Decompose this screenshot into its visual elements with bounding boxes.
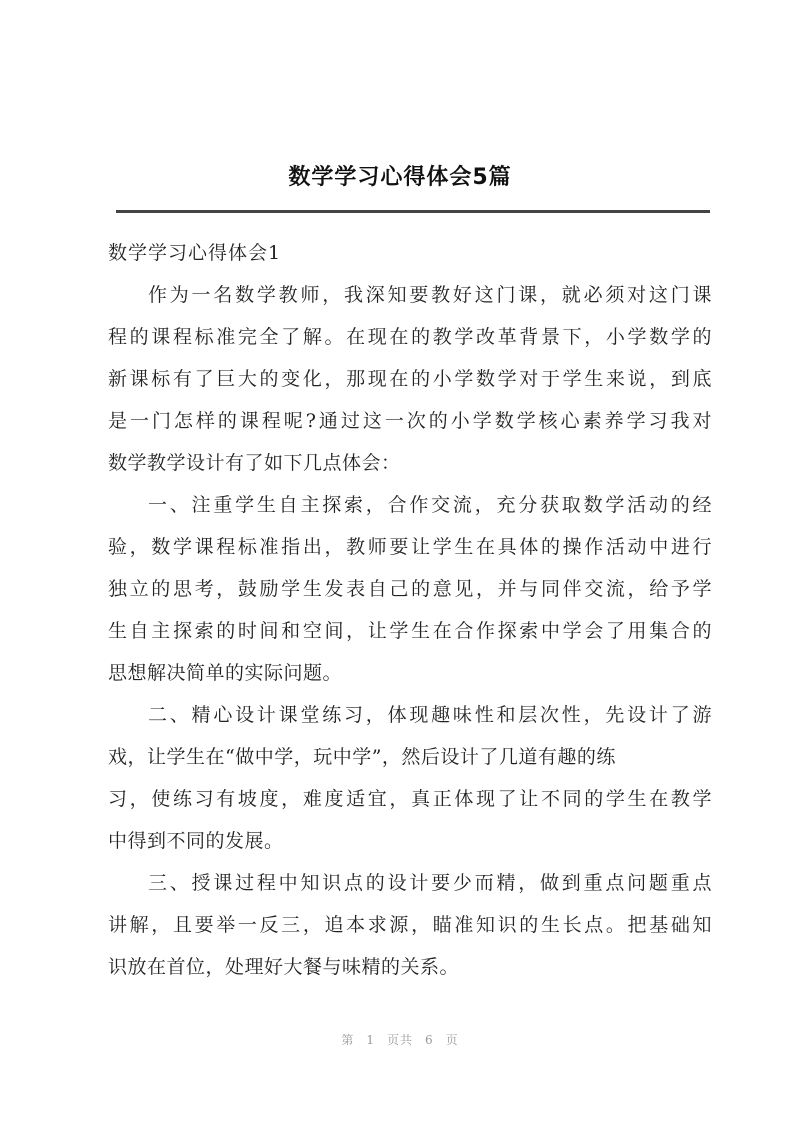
document-body — [108, 232, 712, 988]
paragraph — [108, 274, 712, 484]
title-divider — [116, 210, 710, 213]
paragraph-line: 中得到不同的发展。 — [108, 830, 284, 852]
paragraph — [108, 862, 712, 988]
page-title: 数学学习心得体会5篇 — [288, 165, 512, 190]
total-pages-number: 6 — [425, 1033, 434, 1047]
paragraph-line: 三、授课过程中知识点的设计要少而精，做到重点问题重点 — [148, 872, 712, 894]
page-label-prefix: 第 — [341, 1033, 355, 1047]
page-label-mid: 页共 — [386, 1033, 413, 1047]
paragraph-line: 作为一名数学教师，我深知要教好这门课，就必须对这门课 — [148, 284, 712, 306]
page-footer — [0, 1031, 800, 1048]
paragraph-line: 习，使练习有坡度，难度适宜，真正体现了让不同的学生在教学 — [108, 788, 712, 810]
current-page-number: 1 — [366, 1033, 375, 1047]
paragraph-line: 一、注重学生自主探索，合作交流，充分获取数学活动的经 — [148, 494, 712, 516]
paragraph-line: 识放在首位，处理好大餐与味精的关系。 — [108, 956, 460, 978]
paragraph — [108, 484, 712, 694]
paragraph-line: 验，数学课程标准指出，教师要让学生在具体的操作活动中进行 — [108, 536, 712, 558]
paragraph-line: 数学教学设计有了如下几点体会： — [108, 452, 401, 474]
page-label-suffix: 页 — [445, 1033, 459, 1047]
paragraph-line: 独立的思考，鼓励学生发表自己的意见，并与同伴交流，给予学 — [108, 578, 712, 600]
paragraph-line: 新课标有了巨大的变化，那现在的小学数学对于学生来说，到底 — [108, 368, 712, 390]
paragraph-line: 思想解决简单的实际问题。 — [108, 662, 343, 684]
paragraph-line: 戏，让学生在“做中学，玩中学”，然后设计了几道有趣的练 — [108, 746, 616, 768]
paragraph-line: 讲解，且要举一反三，追本求源，瞄准知识的生长点。把基础知 — [108, 914, 712, 936]
section-heading: 数学学习心得体会1 — [108, 242, 282, 264]
paragraph-line: 二、精心设计课堂练习，体现趣味性和层次性，先设计了游 — [148, 704, 712, 726]
paragraph-line: 生自主探索的时间和空间，让学生在合作探索中学会了用集合的 — [108, 620, 712, 642]
paragraph — [108, 694, 712, 862]
paragraph-line: 程的课程标准完全了解。在现在的教学改革背景下，小学数学的 — [108, 326, 712, 348]
paragraph-line: 是一门怎样的课程呢?通过这一次的小学数学核心素养学习我对 — [108, 410, 712, 432]
